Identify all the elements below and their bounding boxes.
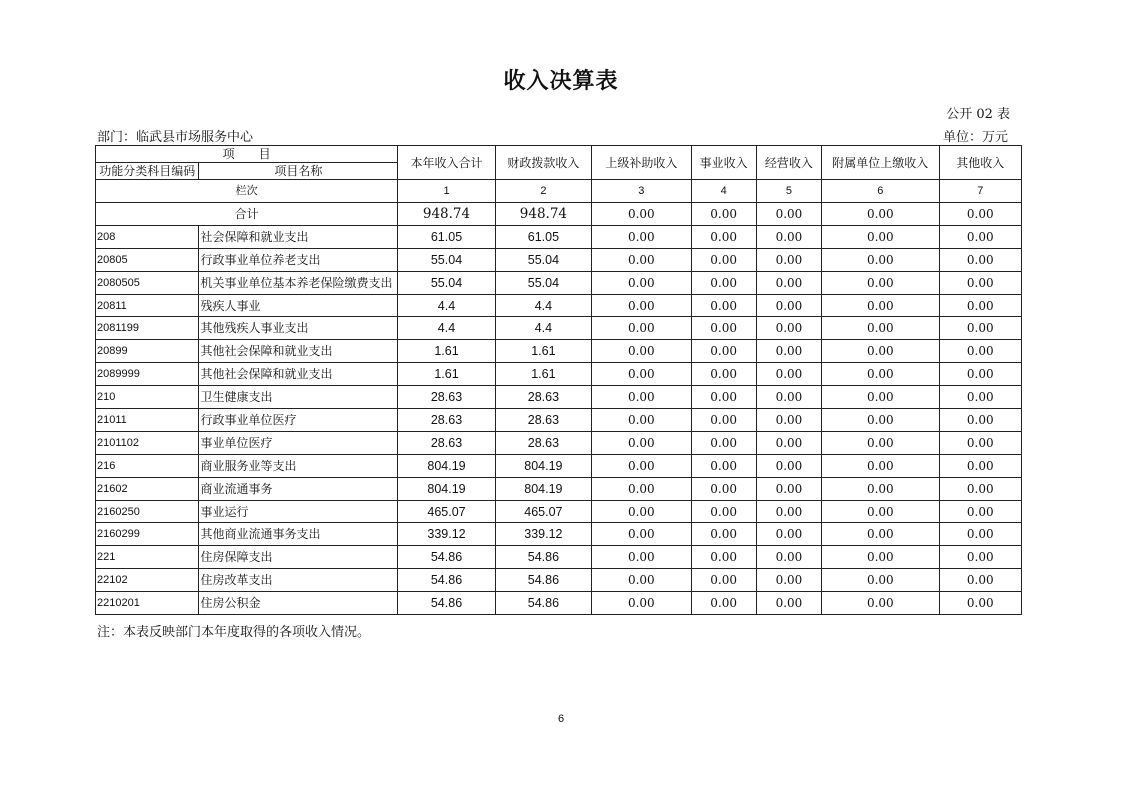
row-value: 54.86: [495, 592, 591, 615]
row-value: 4.4: [495, 317, 591, 340]
table-row: [96, 454, 1022, 477]
row-func-code: 221: [96, 546, 199, 569]
column-number: 7: [939, 180, 1021, 203]
row-value: 54.86: [398, 569, 495, 592]
row-func-code: 208: [96, 225, 199, 248]
header-total: 本年收入合计: [398, 146, 495, 180]
row-value: 0.00: [691, 546, 756, 569]
table-row: [96, 271, 1022, 294]
row-value: 0.00: [592, 500, 691, 523]
table-row: [96, 592, 1022, 615]
row-value: 0.00: [822, 248, 940, 271]
row-value: 1.61: [398, 340, 495, 363]
row-value: 0.00: [756, 294, 821, 317]
row-item-name: 其他商业流通事务支出: [199, 523, 398, 546]
total-value: 0.00: [822, 203, 940, 226]
column-number-row: [96, 180, 1022, 203]
row-value: 0.00: [756, 592, 821, 615]
row-value: 0.00: [822, 477, 940, 500]
header-business: 事业收入: [691, 146, 756, 180]
row-value: 0.00: [939, 523, 1021, 546]
row-value: 0.00: [939, 248, 1021, 271]
row-func-code: 2089999: [96, 363, 199, 386]
row-value: 804.19: [495, 477, 591, 500]
row-value: 0.00: [756, 340, 821, 363]
row-value: 55.04: [495, 271, 591, 294]
row-value: 0.00: [756, 225, 821, 248]
row-value: 0.00: [822, 294, 940, 317]
row-item-name: 其他社会保障和就业支出: [199, 363, 398, 386]
header-item: 项 目: [96, 146, 398, 163]
column-number: 1: [398, 180, 495, 203]
total-value: 0.00: [592, 203, 691, 226]
column-number: 6: [822, 180, 940, 203]
row-value: 0.00: [592, 569, 691, 592]
row-value: 804.19: [398, 454, 495, 477]
row-value: 0.00: [592, 317, 691, 340]
table-row: [96, 431, 1022, 454]
table-row: [96, 477, 1022, 500]
row-value: 339.12: [398, 523, 495, 546]
row-value: 0.00: [822, 363, 940, 386]
row-value: 0.00: [691, 592, 756, 615]
total-value: 948.74: [495, 203, 591, 226]
row-value: 0.00: [691, 409, 756, 432]
row-value: 0.00: [691, 477, 756, 500]
column-number: 5: [756, 180, 821, 203]
row-value: 0.00: [756, 431, 821, 454]
table-row: [96, 340, 1022, 363]
row-value: 28.63: [495, 431, 591, 454]
row-value: 0.00: [756, 271, 821, 294]
row-value: 0.00: [691, 294, 756, 317]
row-item-name: 卫生健康支出: [199, 386, 398, 409]
row-func-code: 2081199: [96, 317, 199, 340]
row-value: 61.05: [495, 225, 591, 248]
table-row: [96, 248, 1022, 271]
row-value: 339.12: [495, 523, 591, 546]
total-label: 合计: [96, 203, 398, 226]
row-value: 0.00: [592, 454, 691, 477]
row-item-name: 机关事业单位基本养老保险缴费支出: [199, 271, 398, 294]
row-item-name: 其他残疾人事业支出: [199, 317, 398, 340]
row-func-code: 21011: [96, 409, 199, 432]
row-value: 804.19: [495, 454, 591, 477]
row-value: 0.00: [592, 546, 691, 569]
row-value: 0.00: [756, 523, 821, 546]
row-item-name: 社会保障和就业支出: [199, 225, 398, 248]
row-value: 804.19: [398, 477, 495, 500]
row-value: 0.00: [939, 386, 1021, 409]
row-value: 0.00: [939, 225, 1021, 248]
row-value: 0.00: [822, 500, 940, 523]
row-value: 55.04: [398, 248, 495, 271]
row-value: 0.00: [592, 477, 691, 500]
row-value: 28.63: [495, 386, 591, 409]
unit-label: 单位：万元: [942, 130, 1008, 145]
row-value: 0.00: [756, 477, 821, 500]
row-func-code: 21602: [96, 477, 199, 500]
row-func-code: 2080505: [96, 271, 199, 294]
row-value: 0.00: [592, 340, 691, 363]
income-table: [95, 145, 1022, 615]
row-item-name: 事业运行: [199, 500, 398, 523]
row-value: 0.00: [822, 523, 940, 546]
row-item-name: 事业单位医疗: [199, 431, 398, 454]
column-number: 2: [495, 180, 591, 203]
row-value: 0.00: [756, 454, 821, 477]
row-item-name: 残疾人事业: [199, 294, 398, 317]
row-item-name: 商业流通事务: [199, 477, 398, 500]
row-item-name: 住房公积金: [199, 592, 398, 615]
row-value: 0.00: [592, 409, 691, 432]
row-func-code: 2160250: [96, 500, 199, 523]
header-row-1: [96, 146, 1022, 163]
row-value: 0.00: [592, 523, 691, 546]
header-superior: 上级补助收入: [592, 146, 691, 180]
row-value: 0.00: [592, 386, 691, 409]
row-value: 0.00: [691, 569, 756, 592]
row-value: 0.00: [756, 317, 821, 340]
row-value: 61.05: [398, 225, 495, 248]
row-value: 28.63: [398, 409, 495, 432]
department-label: 部门：临武县市场服务中心: [97, 130, 254, 145]
row-value: 4.4: [398, 294, 495, 317]
row-value: 0.00: [592, 225, 691, 248]
row-value: 54.86: [495, 569, 591, 592]
row-value: 1.61: [398, 363, 495, 386]
row-func-code: 216: [96, 454, 199, 477]
row-value: 0.00: [756, 363, 821, 386]
row-value: 0.00: [939, 271, 1021, 294]
row-value: 0.00: [691, 523, 756, 546]
header-item-name: 项目名称: [199, 163, 398, 180]
row-value: 0.00: [592, 363, 691, 386]
row-value: 4.4: [398, 317, 495, 340]
column-number: 4: [691, 180, 756, 203]
row-value: 0.00: [691, 500, 756, 523]
row-value: 0.00: [822, 225, 940, 248]
row-value: 0.00: [822, 431, 940, 454]
row-value: 0.00: [592, 248, 691, 271]
total-value: 0.00: [756, 203, 821, 226]
row-value: 0.00: [691, 386, 756, 409]
row-value: 0.00: [756, 546, 821, 569]
row-value: 0.00: [756, 386, 821, 409]
row-value: 1.61: [495, 340, 591, 363]
row-value: 0.00: [691, 225, 756, 248]
row-value: 0.00: [691, 454, 756, 477]
row-value: 0.00: [822, 409, 940, 432]
row-value: 4.4: [495, 294, 591, 317]
row-func-code: 2160299: [96, 523, 199, 546]
row-value: 28.63: [495, 409, 591, 432]
table-row: [96, 317, 1022, 340]
row-value: 0.00: [939, 454, 1021, 477]
table-note: 注：本表反映部门本年度取得的各项收入情况。: [97, 625, 371, 640]
row-func-code: 210: [96, 386, 199, 409]
row-value: 0.00: [939, 500, 1021, 523]
table-row: [96, 363, 1022, 386]
row-item-name: 其他社会保障和就业支出: [199, 340, 398, 363]
row-value: 0.00: [592, 431, 691, 454]
row-func-code: 20899: [96, 340, 199, 363]
row-value: 0.00: [939, 294, 1021, 317]
row-value: 0.00: [939, 317, 1021, 340]
row-value: 0.00: [939, 409, 1021, 432]
row-func-code: 22102: [96, 569, 199, 592]
row-value: 0.00: [822, 546, 940, 569]
row-value: 0.00: [756, 409, 821, 432]
row-value: 0.00: [822, 386, 940, 409]
row-value: 0.00: [592, 271, 691, 294]
header-other: 其他收入: [939, 146, 1021, 180]
row-value: 28.63: [398, 386, 495, 409]
row-value: 0.00: [939, 431, 1021, 454]
row-value: 0.00: [822, 454, 940, 477]
row-value: 0.00: [822, 317, 940, 340]
table-row: [96, 225, 1022, 248]
row-item-name: 商业服务业等支出: [199, 454, 398, 477]
table-row: [96, 569, 1022, 592]
row-value: 0.00: [939, 546, 1021, 569]
row-value: 0.00: [592, 592, 691, 615]
table-row: [96, 500, 1022, 523]
row-item-name: 行政事业单位医疗: [199, 409, 398, 432]
row-value: 0.00: [691, 431, 756, 454]
row-value: 465.07: [398, 500, 495, 523]
row-item-name: 住房改革支出: [199, 569, 398, 592]
row-value: 0.00: [822, 592, 940, 615]
column-number: 3: [592, 180, 691, 203]
row-value: 1.61: [495, 363, 591, 386]
row-func-code: 2210201: [96, 592, 199, 615]
row-func-code: 2101102: [96, 431, 199, 454]
total-row: [96, 203, 1022, 226]
row-value: 0.00: [939, 477, 1021, 500]
row-value: 0.00: [822, 271, 940, 294]
row-value: 54.86: [495, 546, 591, 569]
header-affiliated: 附属单位上缴收入: [822, 146, 940, 180]
table-row: [96, 409, 1022, 432]
total-value: 0.00: [691, 203, 756, 226]
row-value: 0.00: [756, 248, 821, 271]
row-value: 0.00: [939, 340, 1021, 363]
row-value: 0.00: [939, 569, 1021, 592]
row-value: 54.86: [398, 592, 495, 615]
row-value: 54.86: [398, 546, 495, 569]
row-value: 0.00: [691, 317, 756, 340]
row-value: 55.04: [398, 271, 495, 294]
header-func-code: 功能分类科目编码: [96, 163, 199, 180]
row-func-code: 20811: [96, 294, 199, 317]
row-value: 0.00: [691, 363, 756, 386]
row-value: 0.00: [756, 500, 821, 523]
table-row: [96, 294, 1022, 317]
row-value: 0.00: [691, 248, 756, 271]
table-row: [96, 523, 1022, 546]
row-item-name: 住房保障支出: [199, 546, 398, 569]
row-value: 0.00: [756, 569, 821, 592]
table-row: [96, 386, 1022, 409]
row-item-name: 行政事业单位养老支出: [199, 248, 398, 271]
row-value: 0.00: [691, 340, 756, 363]
total-value: 948.74: [398, 203, 495, 226]
row-value: 28.63: [398, 431, 495, 454]
row-func-code: 20805: [96, 248, 199, 271]
header-operating: 经营收入: [756, 146, 821, 180]
row-value: 0.00: [822, 569, 940, 592]
row-value: 0.00: [939, 592, 1021, 615]
row-value: 0.00: [939, 363, 1021, 386]
form-number: 公开 02 表: [946, 107, 1010, 122]
header-fiscal: 财政拨款收入: [495, 146, 591, 180]
row-value: 0.00: [691, 271, 756, 294]
row-value: 0.00: [822, 340, 940, 363]
table-row: [96, 546, 1022, 569]
row-value: 0.00: [592, 294, 691, 317]
column-number-label: 栏次: [96, 180, 398, 203]
row-value: 55.04: [495, 248, 591, 271]
row-value: 465.07: [495, 500, 591, 523]
page-number: 6: [557, 713, 565, 725]
page-title: 收入决算表: [503, 68, 619, 94]
total-value: 0.00: [939, 203, 1021, 226]
